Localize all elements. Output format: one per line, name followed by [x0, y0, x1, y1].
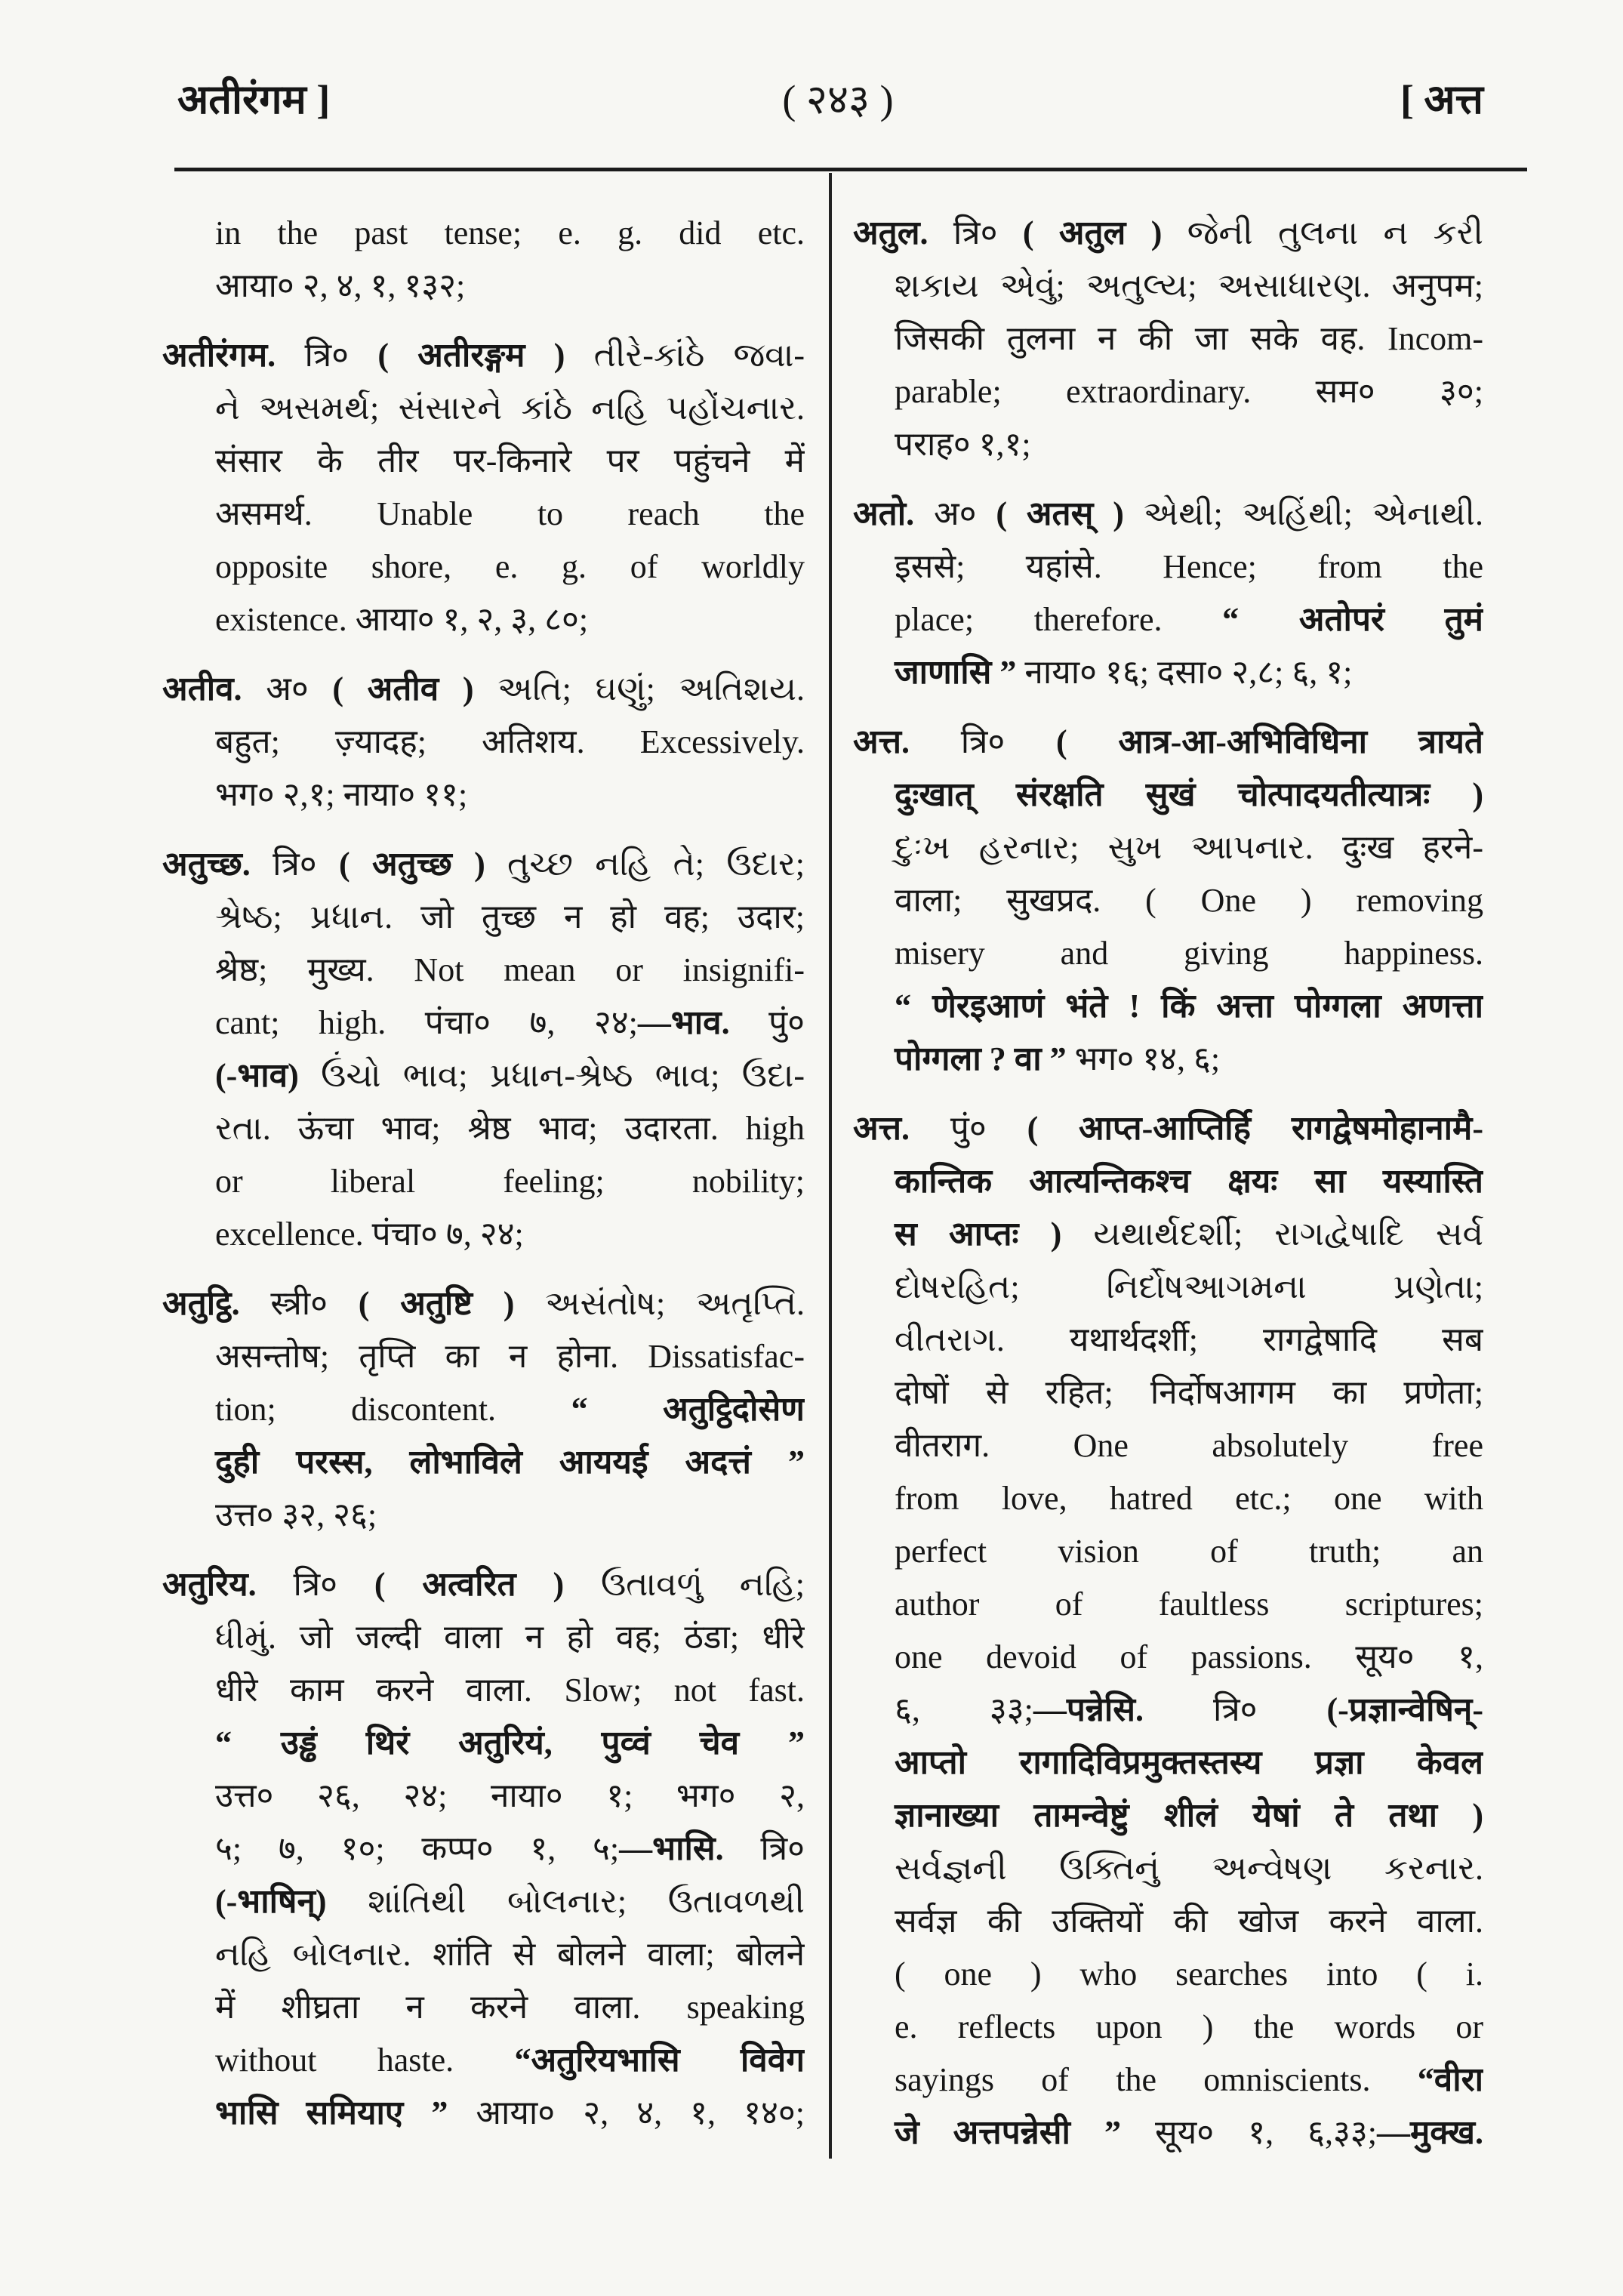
text-line — [162, 2034, 805, 2087]
left-column — [162, 207, 805, 2140]
etymology: ( अतुच्छ ) — [339, 846, 485, 883]
text-line — [162, 2087, 805, 2140]
etymology: (-भाषिन्) — [215, 1883, 327, 1920]
english-gloss: excellence. — [215, 1216, 364, 1253]
hindi-gloss: वीतराग. — [895, 1427, 990, 1464]
text-line — [162, 1049, 805, 1102]
english-gloss: e. reflects upon ) the words or — [895, 2008, 1483, 2045]
text-line — [853, 2106, 1483, 2159]
sub-headword: —भाव. — [637, 1004, 730, 1041]
text-line — [853, 980, 1483, 1033]
page-number: ( २४३ ) — [782, 77, 894, 122]
text-line — [162, 1489, 805, 1542]
quotation: “ उड्ढं थिरं अतुरियं, पुव्वं चेव ” — [215, 1724, 805, 1761]
text-line — [162, 1770, 805, 1823]
gujarati-gloss: ઉંચો ભાવ; પ્રધાન-શ્રેષ્ઠ ભાવ; ઉદા- — [321, 1057, 805, 1094]
hindi-gloss: जिसकी तुलना न की जा सके वह. — [895, 320, 1366, 357]
quotation: जाणासि ” — [895, 654, 1017, 691]
text-line — [853, 1525, 1483, 1578]
citation: पंचा० ७, २४; — [371, 1216, 524, 1253]
english-gloss: existence. — [215, 601, 347, 638]
text-line — [162, 1717, 805, 1770]
gujarati-gloss: સર્વજ્ઞની ઉક્તિનું અન્વેષણ કરનાર. — [895, 1850, 1483, 1887]
gujarati-gloss: અતિ; ઘણું; અતિશય. — [497, 670, 805, 707]
text-line — [853, 1155, 1483, 1208]
text-line — [853, 821, 1483, 874]
text-line — [853, 1789, 1483, 1842]
english-gloss: high — [745, 1110, 805, 1147]
gujarati-gloss: શ્રેષ્ઠ; પ્રધાન. — [215, 898, 393, 935]
english-gloss: One absolutely free — [1073, 1427, 1483, 1464]
hindi-gloss: जो जल्दी वाला न हो वह; ठंडा; धीरे — [299, 1619, 805, 1656]
hindi-gloss: सर्वज्ञ की उक्तियों की खोज करने वाला. — [895, 1903, 1483, 1940]
citation: सूय० १, ६,३३; — [1155, 2114, 1377, 2151]
gujarati-gloss: ધીમું. — [215, 1619, 277, 1656]
text-line — [853, 1684, 1483, 1737]
english-gloss: Not mean or insignifi- — [414, 951, 805, 988]
gujarati-gloss: જેની તુલના ન કરી — [1187, 214, 1483, 251]
etymology: ( अतीव ) — [332, 670, 474, 707]
gujarati-gloss: દોષરહિત; નિર્દોષઆગમના પ્રણેતા; — [895, 1268, 1483, 1305]
headword: अतो. — [853, 495, 915, 532]
etymology: स आप्तः ) — [895, 1216, 1062, 1253]
gujarati-gloss: નહિ બોલનાર. — [215, 1936, 411, 1973]
hindi-gloss: असमर्थ. — [215, 495, 313, 532]
text-line — [853, 716, 1483, 769]
sub-headword: —पन्नेसि. — [1033, 1691, 1144, 1728]
text-line — [853, 1578, 1483, 1631]
hindi-gloss: दुःख हरने- — [1341, 829, 1483, 866]
etymology: दुःखात् संरक्षति सुखं चोत्पादयतीत्यात्रः ) — [895, 776, 1483, 813]
headword: अतीरंगम. — [162, 337, 276, 374]
headword: अतुट्ठि. — [162, 1285, 240, 1322]
english-gloss: place; therefore. — [895, 601, 1163, 638]
hindi-gloss: बहुत; ज़्यादह; अतिशय. — [215, 723, 585, 760]
english-gloss: Incom- — [1387, 320, 1483, 357]
gujarati-gloss: ઉતાવળું નહિ; — [600, 1566, 805, 1603]
text-line — [162, 1875, 805, 1928]
grammar-label: त्रि० — [293, 1566, 338, 1603]
hindi-gloss: जो तुच्छ न हो वह; उदार; — [420, 898, 805, 935]
headword: अतीव. — [162, 670, 242, 707]
english-gloss: Unable to reach the — [377, 495, 805, 532]
text-line — [853, 1419, 1483, 1472]
citation: आया० २, ४, १, १३२; — [215, 267, 466, 304]
text-line — [853, 365, 1483, 418]
citation: उत्त० ३२, २६; — [215, 1496, 377, 1533]
citation: आया० १, २, ३, ८०; — [355, 601, 589, 638]
headword: अतुल. — [853, 214, 929, 251]
text-line — [162, 1277, 805, 1330]
text-line — [162, 716, 805, 769]
english-gloss: ( One ) removing — [1145, 882, 1483, 919]
text-line — [162, 944, 805, 997]
english-gloss: perfect vision of truth; an — [895, 1533, 1483, 1570]
column-divider — [829, 173, 832, 2159]
grammar-label: त्रि० — [960, 723, 1006, 760]
headword: अतुरिय. — [162, 1566, 257, 1603]
text-line — [162, 1664, 805, 1717]
text-line — [162, 435, 805, 488]
english-gloss: cant; high. — [215, 1004, 387, 1041]
headword: अत्त. — [853, 723, 910, 760]
text-line — [853, 874, 1483, 927]
sub-headword: —भासि. — [619, 1830, 724, 1867]
citation: ५; ७, १०; कप्प० १, ५; — [215, 1830, 620, 1867]
quotation: भासि समियाए ” — [215, 2094, 448, 2131]
english-gloss: without haste. — [215, 2042, 454, 2079]
quotation: “अतुरियभासि विवेग — [514, 2042, 805, 2079]
citation: भग० २,१; नाया० ११; — [215, 776, 468, 813]
text-line — [853, 1895, 1483, 1948]
text-line — [853, 488, 1483, 541]
english-gloss: from love, hatred etc.; one with — [895, 1480, 1483, 1517]
gujarati-gloss: તુચ્છ નહિ તે; ઉદાર; — [507, 846, 805, 883]
text-line — [853, 313, 1483, 365]
quotation: “ अतोपरं तुमं — [1222, 601, 1483, 638]
hindi-gloss: इससे; यहांसे. — [895, 548, 1102, 585]
etymology: ( आत्र-आ-अभिविधिना त्रायते — [1056, 723, 1483, 760]
text-line — [162, 260, 805, 313]
etymology: ( आप्त-आप्तिर्हि रागद्वेषमोहानामै- — [1027, 1110, 1483, 1147]
text-line — [162, 1436, 805, 1489]
quotation: जे अत्तपन्नेसी ” — [895, 2114, 1121, 2151]
text-line — [853, 593, 1483, 646]
citation: सूय० १, — [1355, 1638, 1483, 1675]
hindi-gloss: में शीघ्रता न करने वाला. — [215, 1989, 641, 2026]
grammar-label: त्रि० — [304, 337, 350, 374]
text-line — [853, 2001, 1483, 2054]
hindi-gloss: दोषों से रहित; निर्दोषआगम का प्रणेता; — [895, 1374, 1483, 1411]
citation: ६, ३३; — [895, 1691, 1033, 1728]
hindi-gloss: असन्तोष; तृप्ति का न होना. — [215, 1338, 619, 1375]
etymology: ( अतस् ) — [996, 495, 1124, 532]
citation: सम० ३०; — [1315, 373, 1483, 410]
text-line — [853, 646, 1483, 699]
etymology: ज्ञानाख्या तामन्वेष्टुं शीलं येषां ते तथा ) — [895, 1797, 1483, 1834]
text-line — [162, 1383, 805, 1436]
text-line — [162, 329, 805, 382]
gujarati-gloss: ને અસમર્થ; સંસારને કાંઠે નહિ પહોંચનાર. — [215, 390, 805, 427]
citation: आया० २, ४, १, १४०; — [476, 2094, 805, 2131]
english-gloss: sayings of the omniscients. — [895, 2061, 1371, 2098]
etymology: आप्तो रागादिविप्रमुक्तस्तस्य प्रज्ञा केवल — [895, 1744, 1483, 1781]
text-line — [162, 1558, 805, 1611]
running-head-right: [ अत्त — [1400, 77, 1483, 122]
etymology: कान्तिक आत्यन्तिकश्च क्षयः सा यस्यास्ति — [895, 1163, 1483, 1200]
hindi-gloss: श्रेष्ठ; मुख्य. — [215, 951, 374, 988]
text-line — [162, 1330, 805, 1383]
text-line — [162, 1823, 805, 1875]
grammar-label: अ० — [266, 670, 309, 707]
citation: नाया० १६; दसा० २,८; ६, १; — [1024, 654, 1353, 691]
text-line — [853, 541, 1483, 593]
grammar-label: त्रि० — [1213, 1691, 1258, 1728]
hindi-gloss: संसार के तीर पर-किनारे पर पहुंचने में — [215, 442, 805, 479]
text-line — [853, 1948, 1483, 2001]
gujarati-gloss: રતા. — [215, 1110, 271, 1147]
text-line — [853, 207, 1483, 260]
text-line — [162, 382, 805, 435]
quotation: “ णेरइआणं भंते ! किं अत्ता पोग्गला अणत्ता — [895, 988, 1483, 1025]
text-line — [162, 769, 805, 821]
text-line — [162, 593, 805, 646]
text-line — [162, 891, 805, 944]
text-line — [853, 927, 1483, 980]
grammar-label: अ० — [933, 495, 977, 532]
grammar-label: त्रि० — [760, 1830, 805, 1867]
citation: भग० १४, ६; — [1074, 1040, 1221, 1077]
text-line — [162, 1928, 805, 1981]
grammar-label: पुं० — [768, 1004, 805, 1041]
quotation: “ अतुट्ठिदोसेण — [571, 1391, 805, 1428]
citation: पराह० १,१; — [895, 426, 1031, 463]
text-line — [162, 997, 805, 1049]
english-gloss: opposite shore, e. g. of worldly — [215, 548, 805, 585]
text-line — [853, 1314, 1483, 1367]
text-line — [853, 2054, 1483, 2106]
etymology: ( अतीरङ्गम ) — [377, 337, 565, 374]
text-line — [162, 1208, 805, 1261]
text-line — [853, 1737, 1483, 1789]
gujarati-gloss: યથાર્થદર્શી; રાગદ્વેષાદિ સર્વ — [1093, 1216, 1483, 1253]
gujarati-gloss: અસંતોષ; અતૃપ્તિ. — [545, 1285, 805, 1322]
gujarati-gloss: એથી; અહિંથી; એનાથી. — [1143, 495, 1483, 532]
english-gloss: in the past tense; e. g. did etc. — [215, 214, 805, 251]
text-line — [853, 418, 1483, 471]
english-gloss: misery and giving happiness. — [895, 935, 1483, 972]
english-gloss: or liberal feeling; nobility; — [215, 1163, 805, 1200]
etymology: ( अतुष्टि ) — [358, 1285, 515, 1322]
etymology: (-भाव) — [215, 1057, 299, 1094]
text-line — [853, 1472, 1483, 1525]
grammar-label: स्त्री० — [270, 1285, 328, 1322]
text-line — [162, 207, 805, 260]
english-gloss: speaking — [686, 1989, 805, 2026]
hindi-gloss: यथार्थदर्शी; रागद्वेषादि सब — [1069, 1321, 1483, 1358]
sub-headword: —मुक्ख. — [1376, 2114, 1483, 2151]
headword: अतुच्छ. — [162, 846, 251, 883]
text-line — [853, 1102, 1483, 1155]
text-line — [853, 1033, 1483, 1086]
gujarati-gloss: દુઃખ હરનાર; સુખ આપનાર. — [895, 829, 1313, 866]
grammar-label: त्रि० — [953, 214, 998, 251]
text-line — [162, 663, 805, 716]
text-line — [162, 488, 805, 541]
right-column — [853, 207, 1483, 2159]
quotation: दुही परस्स, लोभाविले आययई अदत्तं ” — [215, 1444, 805, 1481]
quotation: “वीरा — [1417, 2061, 1483, 2098]
english-gloss: parable; extraordinary. — [895, 373, 1252, 410]
gujarati-gloss: શાંતિથી બોલનાર; ઉતાવળથી — [368, 1883, 805, 1920]
hindi-gloss: ऊंचा भाव; श्रेष्ठ भाव; उदारता. — [297, 1110, 719, 1147]
grammar-label: पुं० — [950, 1110, 987, 1147]
hindi-gloss: धीरे काम करने वाला. — [215, 1672, 532, 1709]
running-head-left: अतीरंगम ] — [177, 77, 331, 122]
etymology: (-प्रज्ञान्वेषिन्- — [1326, 1691, 1483, 1728]
text-line — [853, 1631, 1483, 1684]
gujarati-gloss: શકાય એવું; અતુલ્ય; અસાધારણ. — [895, 267, 1371, 304]
text-line — [162, 1155, 805, 1208]
text-line — [162, 1102, 805, 1155]
citation: पंचा० ७, २४; — [424, 1004, 638, 1041]
text-line — [162, 838, 805, 891]
english-gloss: author of faultless scriptures; — [895, 1586, 1483, 1623]
text-line — [853, 1842, 1483, 1895]
text-line — [162, 541, 805, 593]
english-gloss: tion; discontent. — [215, 1391, 497, 1428]
english-gloss: Excessively. — [639, 723, 805, 760]
etymology: ( अतुल ) — [1022, 214, 1163, 251]
citation: उत्त० २६, २४; नाया० १; भग० २, — [215, 1777, 805, 1814]
headword: अत्त. — [853, 1110, 910, 1147]
hindi-gloss: वाला; सुखप्रद. — [895, 882, 1101, 919]
english-gloss: ( one ) who searches into ( i. — [895, 1955, 1483, 1992]
text-line — [853, 260, 1483, 313]
etymology: ( अत्वरित ) — [374, 1566, 565, 1603]
text-line — [853, 1367, 1483, 1419]
text-line — [853, 1261, 1483, 1314]
text-line — [853, 1208, 1483, 1261]
hindi-gloss: शांति से बोलने वाला; बोलने — [433, 1936, 805, 1973]
grammar-label: त्रि० — [273, 846, 317, 883]
hindi-gloss: अनुपम; — [1391, 267, 1483, 304]
text-line — [853, 769, 1483, 821]
english-gloss: one devoid of passions. — [895, 1638, 1312, 1675]
gujarati-gloss: વીતરાગ. — [895, 1321, 1005, 1358]
quotation: पोग्गला ? वा ” — [895, 1040, 1067, 1077]
gujarati-gloss: તીરે-કાંઠે જવા- — [593, 337, 805, 374]
text-line — [162, 1981, 805, 2034]
english-gloss: Hence; from the — [1163, 548, 1483, 585]
header-rule — [174, 168, 1527, 171]
text-line — [162, 1611, 805, 1664]
english-gloss: Slow; not fast. — [564, 1672, 805, 1709]
english-gloss: Dissatisfac- — [648, 1338, 805, 1375]
